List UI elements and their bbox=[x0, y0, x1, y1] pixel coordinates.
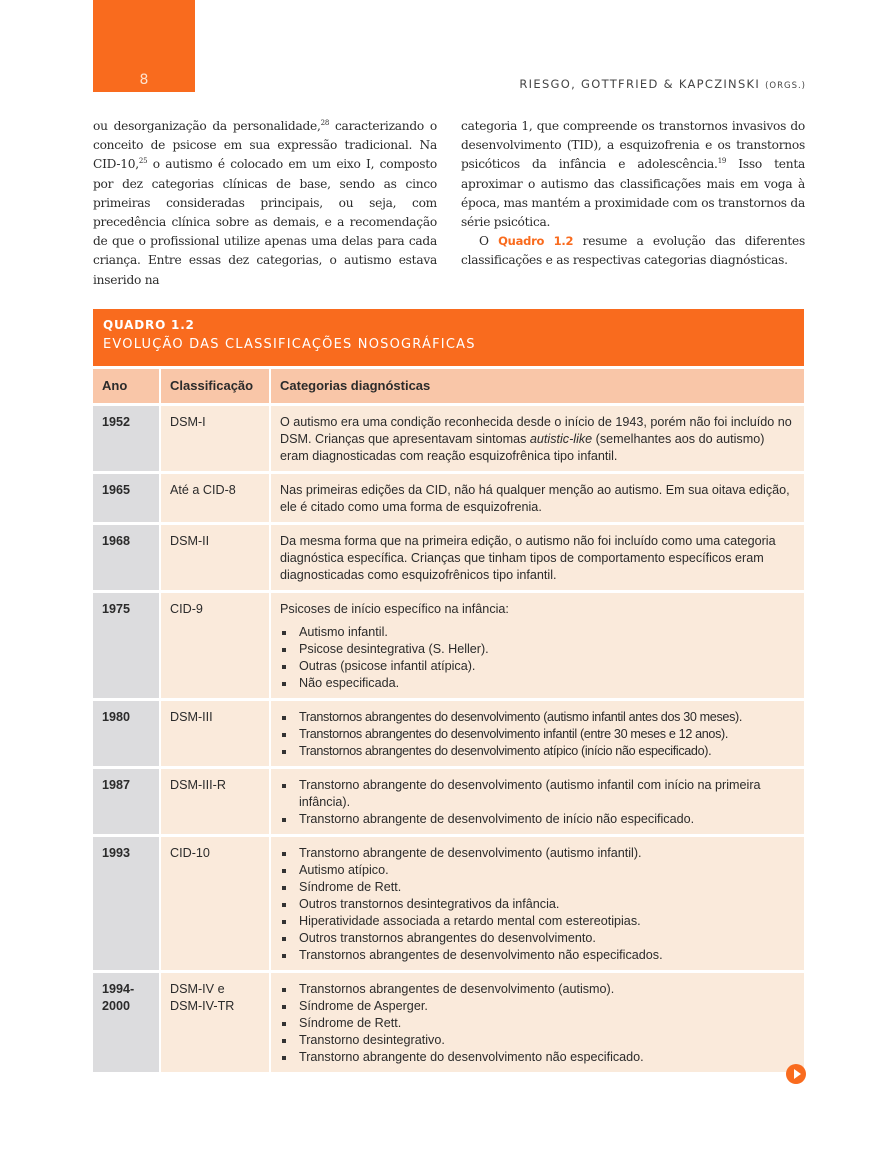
paragraph bbox=[93, 117, 437, 290]
bullet-item: Transtorno abrangente do desenvolvimento não especificado. bbox=[280, 1049, 795, 1066]
paragraph bbox=[461, 232, 805, 270]
cell-categories bbox=[269, 406, 804, 471]
cell-year bbox=[93, 973, 159, 1072]
bullet-item: Não especificada. bbox=[280, 675, 795, 692]
column-header-year: Ano bbox=[93, 369, 159, 403]
bullet-item: Outros transtornos abrangentes do desenvolvimento. bbox=[280, 930, 795, 947]
text-run: (semelhantes aos do autismo) eram diagnosticadas com reação esquizofrênica tipo infantil. bbox=[280, 432, 765, 463]
quadro-reference-link[interactable]: Quadro 1.2 bbox=[498, 234, 574, 249]
citation: 28 bbox=[320, 119, 330, 127]
table-row bbox=[93, 701, 804, 766]
cell-classification: Até a CID-8 bbox=[159, 474, 269, 522]
cell-year: 1952 bbox=[93, 406, 159, 471]
bullet-item: Síndrome de Asperger. bbox=[280, 998, 795, 1015]
bullet-item: Autismo infantil. bbox=[280, 624, 795, 641]
text-run: Isso tenta aproximar o autismo das classificações mais em voga à época, mas mantém a proximidade com os transtornos da série psicótica. bbox=[461, 157, 805, 230]
text-run: O autismo era uma condição reconhecida desde o início de 1943, porém não foi incluído no DSM. Crianças que apresentavam sintomas bbox=[280, 415, 792, 446]
cell-categories bbox=[269, 973, 804, 1072]
bullet-item: Síndrome de Rett. bbox=[280, 879, 795, 896]
paragraph bbox=[461, 117, 805, 232]
text-run: o autismo é colocado em um eixo I, composto por dez categorias clínicas de base, sendo as cinco primeiras consideradas principais, ou seja, com precedência clínica sobre as demais, e a recomendação de que o profissional utilize apenas uma delas para cada criança. Entre essas dez categorias, o autismo estava inserido na bbox=[93, 157, 437, 287]
bullet-list bbox=[280, 777, 795, 828]
cell-classification: DSM-II bbox=[159, 525, 269, 590]
table-header-row bbox=[93, 369, 804, 403]
cell-year: 1987 bbox=[93, 769, 159, 834]
bullet-item: Outros transtornos desintegrativos da infância. bbox=[280, 896, 795, 913]
cell-classification: CID-9 bbox=[159, 593, 269, 698]
bullet-item: Hiperatividade associada a retardo mental com estereotipias. bbox=[280, 913, 795, 930]
cell-categories: Da mesma forma que na primeira edição, o autismo não foi incluído como uma categoria diagnóstica específica. Crianças que tinham tipos de comportamento específicos eram diagnosticadas como esquizofrênicos tipo infantil. bbox=[269, 525, 804, 590]
text-run-italic: autistic-like bbox=[529, 432, 593, 446]
table-row bbox=[93, 406, 804, 471]
column-header-categories: Categorias diagnósticas bbox=[269, 369, 804, 403]
body-column-right bbox=[461, 117, 805, 271]
cell-year: 1980 bbox=[93, 701, 159, 766]
running-head-suffix: (ORGS.) bbox=[765, 81, 806, 91]
page-number: 8 bbox=[139, 72, 149, 88]
bullet-item: Transtorno desintegrativo. bbox=[280, 1032, 795, 1049]
cell-year: 1993 bbox=[93, 837, 159, 970]
bullet-item: Transtorno abrangente de desenvolvimento (autismo infantil). bbox=[280, 845, 795, 862]
bullet-item: Autismo atípico. bbox=[280, 862, 795, 879]
bullet-list bbox=[280, 981, 795, 1066]
cell-categories bbox=[269, 701, 804, 766]
table-row bbox=[93, 973, 804, 1072]
text-run: categoria 1, que compreende os transtornos invasivos do desenvolvimento (TID), a esquizofrenia e os transtornos psicóticos da infância e adolescência. bbox=[461, 119, 805, 172]
classification-table bbox=[93, 366, 804, 1075]
classification-line: DSM-IV-TR bbox=[170, 999, 235, 1013]
bullet-list bbox=[280, 845, 795, 964]
quadro-header bbox=[93, 309, 804, 366]
cell-classification: CID-10 bbox=[159, 837, 269, 970]
cell-classification bbox=[159, 973, 269, 1072]
cell-classification: DSM-III bbox=[159, 701, 269, 766]
cell-year: 1975 bbox=[93, 593, 159, 698]
bullet-item: Psicose desintegrativa (S. Heller). bbox=[280, 641, 795, 658]
play-circle-icon[interactable] bbox=[786, 1064, 806, 1084]
text-run: resume a evolução das diferentes classificações e as respectivas categorias diagnósticas. bbox=[461, 234, 805, 268]
text-run: ou desorganização da personalidade, bbox=[93, 119, 321, 133]
bullet-item: Síndrome de Rett. bbox=[280, 1015, 795, 1032]
citation: 25 bbox=[138, 157, 148, 166]
year-line: 1994- bbox=[102, 982, 135, 996]
cell-categories bbox=[269, 837, 804, 970]
column-header-classification: Classificação bbox=[159, 369, 269, 403]
classification-line: DSM-IV e bbox=[170, 982, 225, 996]
quadro-table bbox=[93, 309, 804, 1075]
cell-categories bbox=[269, 593, 804, 698]
table-row bbox=[93, 837, 804, 970]
table-row bbox=[93, 525, 804, 590]
bullet-item: Transtorno abrangente do desenvolvimento (autismo infantil com início na primeira infância). bbox=[280, 777, 795, 811]
quadro-number: QUADRO 1.2 bbox=[103, 318, 195, 332]
citation: 19 bbox=[717, 157, 727, 166]
running-head bbox=[519, 77, 806, 91]
text-run: caracterizando o conceito de psicose em sua expressão tradicional. Na CID-10, bbox=[93, 119, 438, 172]
year-line: 2000 bbox=[102, 999, 131, 1013]
bullet-list bbox=[280, 709, 795, 760]
cell-classification: DSM-III-R bbox=[159, 769, 269, 834]
cell-lead-text: Psicoses de início específico na infância: bbox=[280, 602, 509, 616]
cell-year: 1968 bbox=[93, 525, 159, 590]
page-number-tab bbox=[93, 0, 195, 92]
cell-categories bbox=[269, 769, 804, 834]
bullet-item: Transtornos abrangentes do desenvolvimento infantil (entre 30 meses e 12 anos). bbox=[280, 726, 795, 743]
table-row bbox=[93, 769, 804, 834]
text-run: O bbox=[479, 234, 499, 249]
cell-categories: Nas primeiras edições da CID, não há qualquer menção ao autismo. Em sua oitava edição, ele é citado como uma forma de esquizofrenia. bbox=[269, 474, 804, 522]
bullet-item: Transtornos abrangentes do desenvolvimento (autismo infantil antes dos 30 meses). bbox=[280, 709, 795, 726]
bullet-item: Transtornos abrangentes do desenvolvimento atípico (início não especificado). bbox=[280, 743, 795, 760]
cell-year: 1965 bbox=[93, 474, 159, 522]
bullet-item: Transtornos abrangentes de desenvolvimento (autismo). bbox=[280, 981, 795, 998]
table-row bbox=[93, 593, 804, 698]
table-row bbox=[93, 474, 804, 522]
bullet-item: Transtorno abrangente de desenvolvimento de início não especificado. bbox=[280, 811, 795, 828]
running-head-authors: RIESGO, GOTTFRIED & KAPCZINSKI bbox=[519, 77, 761, 91]
quadro-title: EVOLUÇÃO DAS CLASSIFICAÇÕES NOSOGRÁFICAS bbox=[103, 337, 476, 352]
bullet-item: Outras (psicose infantil atípica). bbox=[280, 658, 795, 675]
cell-classification: DSM-I bbox=[159, 406, 269, 471]
bullet-list bbox=[280, 624, 795, 692]
bullet-item: Transtornos abrangentes de desenvolvimento não especificados. bbox=[280, 947, 795, 964]
body-column-left bbox=[93, 117, 437, 290]
